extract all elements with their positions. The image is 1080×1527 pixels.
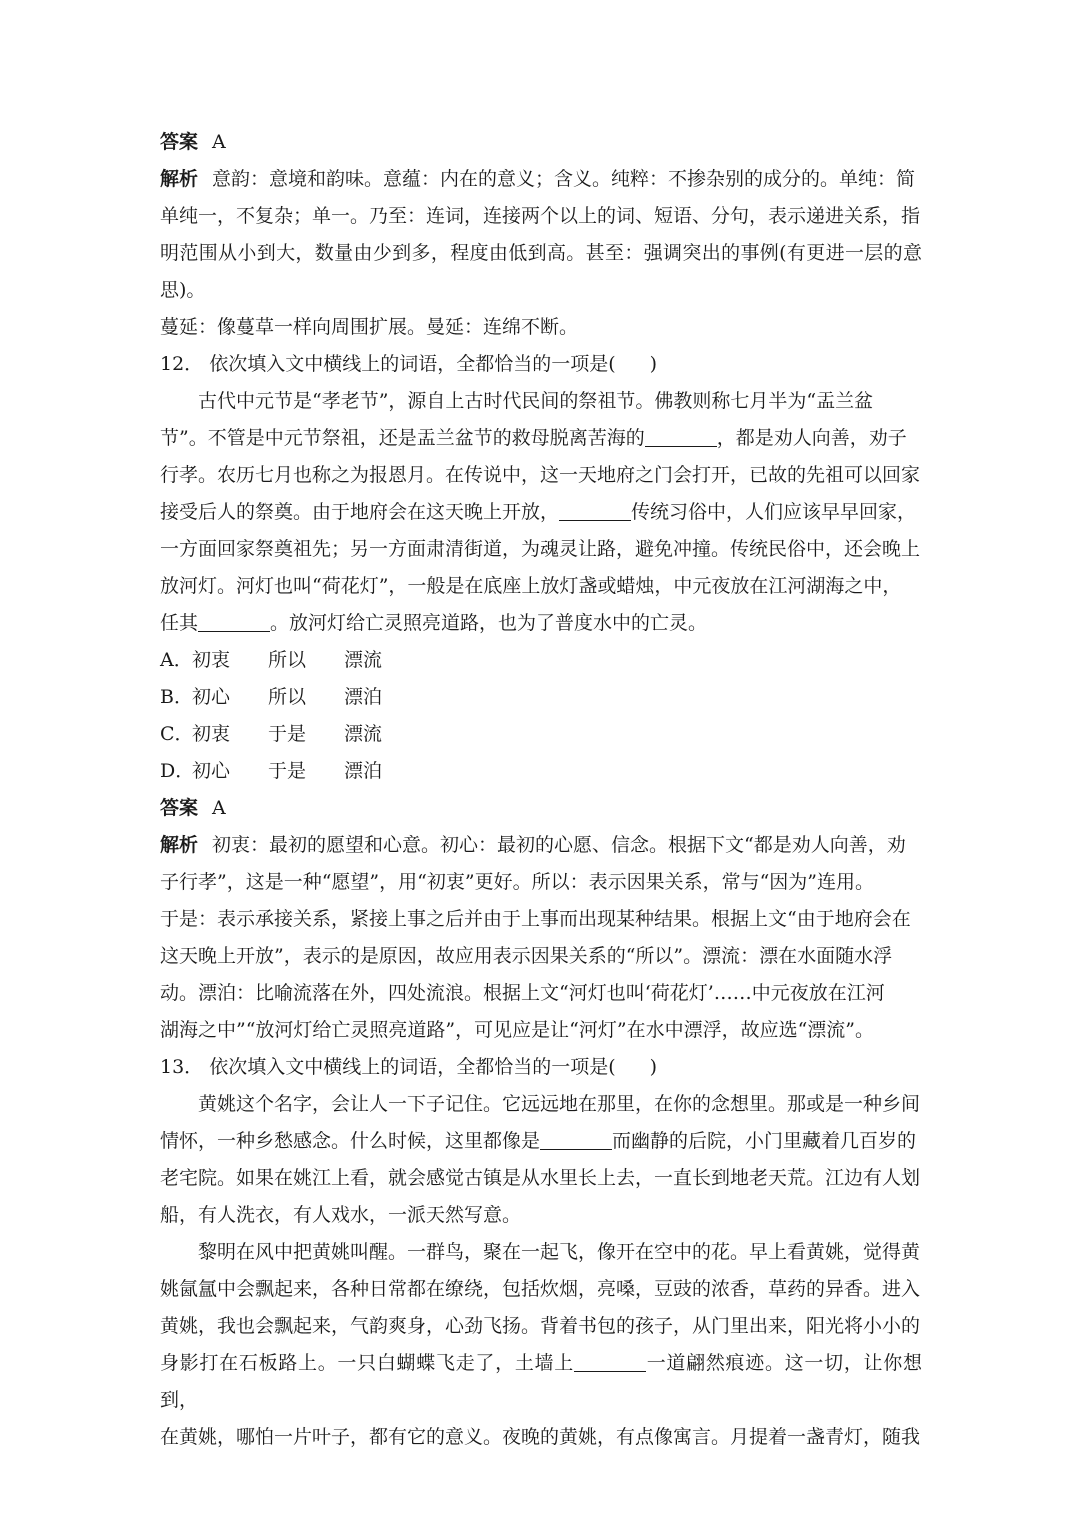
- passage-line: 姚氤氲中会飘起来，各种日常都在缭绕，包括炊烟，亮嗓，豆豉的浓香，草药的异香。进入: [160, 1278, 921, 1300]
- answer-label: 答案: [160, 131, 199, 153]
- fill-blank-2: [574, 1351, 646, 1372]
- passage-line: 身影打在石板路上。一只白蝴蝶飞走了，土墙上 一道翩然痕迹。这一切，让你想到，: [160, 1352, 922, 1411]
- analysis-line: 这天晚上开放”，表示的是原因，故应用表示因果关系的“所以”。漂流：漂在水面随水浮: [160, 945, 893, 967]
- option-c[interactable]: C． 初衷 于是 漂流: [160, 723, 383, 745]
- passage-line: 黄姚这个名字，会让人一下子记住。它远远地在那里，在你的念想里。那或是一种乡间: [198, 1093, 921, 1115]
- fill-blank-3: [198, 611, 270, 632]
- passage-line: 情怀，一种乡愁感念。什么时候，这里都像是 而幽静的后院，小门里藏着几百岁的: [160, 1130, 917, 1152]
- question-12-passage: [160, 383, 922, 642]
- passage-line: 黎明在风中把黄姚叫醒。一群鸟，聚在一起飞，像开在空中的花。早上看黄姚，觉得黄: [198, 1241, 921, 1263]
- passage-line: 在黄姚，哪怕一片叶子，都有它的意义。夜晚的黄姚，有点像寓言。月提着一盏青灯，随我: [160, 1426, 921, 1448]
- analysis-line: 湖海之中”“放河灯给亡灵照亮道路”，可见应是让“河灯”在水中漂浮，故应选“漂流”。: [160, 1019, 874, 1041]
- answer-1: [160, 124, 922, 161]
- analysis-line: 单纯一，不复杂；单一。乃至：连词，连接两个以上的词、短语、分句，表示递进关系，指: [160, 205, 921, 227]
- document-page: [160, 124, 922, 1456]
- passage-line: 节”。不管是中元节祭祖，还是盂兰盆节的救母脱离苦海的 ，都是劝人向善，劝子: [160, 427, 907, 449]
- fill-blank-1: [540, 1129, 612, 1150]
- passage-line: 放河灯。河灯也叫“荷花灯”，一般是在底座上放灯盏或蜡烛，中元夜放在江河湖海之中，: [160, 575, 902, 597]
- question-13-paragraph-1: [160, 1086, 922, 1234]
- question-12-stem: 12． 依次填入文中横线上的词语，全都恰当的一项是( ): [160, 353, 658, 375]
- answer-value: A: [212, 797, 226, 819]
- analysis-line: 于是：表示承接关系，紧接上事之后并由于上事而出现某种结果。根据上文“由于地府会在: [160, 908, 911, 930]
- analysis-label: 解析: [160, 168, 199, 190]
- option-b[interactable]: B． 初心 所以 漂泊: [160, 686, 383, 708]
- fill-blank-1: [645, 426, 717, 447]
- option-a[interactable]: A． 初衷 所以 漂流: [160, 649, 383, 671]
- analysis-line: 解析 初衷：最初的愿望和心意。初心：最初的心愿、信念。根据下文“都是劝人向善，劝: [160, 834, 906, 856]
- answer-2: [160, 790, 922, 827]
- question-13-stem: 13． 依次填入文中横线上的词语，全都恰当的一项是( ): [160, 1056, 658, 1078]
- passage-line: 接受后人的祭奠。由于地府会在这天晚上开放， 传统习俗中，人们应该早早回家，: [160, 501, 917, 523]
- analysis-line: 明范围从小到大，数量由少到多，程度由低到高。甚至：强调突出的事例(有更进一层的意思)。: [160, 242, 922, 301]
- analysis-label: 解析: [160, 834, 199, 856]
- analysis-line: 动。漂泊：比喻流落在外，四处流浪。根据上文“河灯也叫‘荷花灯’……中元夜放在江河: [160, 982, 885, 1004]
- analysis-line: 解析 意韵：意境和韵味。意蕴：内在的意义；含义。纯粹：不掺杂别的成分的。单纯：简: [160, 168, 916, 190]
- passage-line: 黄姚，我也会飘起来，气韵爽身，心劲飞扬。背着书包的孩子，从门里出来，阳光将小小的: [160, 1315, 921, 1337]
- analysis-1: [160, 161, 922, 346]
- passage-line: 行孝。农历七月也称之为报恩月。在传说中，这一天地府之门会打开，已故的先祖可以回家: [160, 464, 921, 486]
- passage-line: 一方面回家祭奠祖先；另一方面肃清街道，为魂灵让路，避免冲撞。传统民俗中，还会晚上: [160, 538, 921, 560]
- answer-label: 答案: [160, 797, 199, 819]
- passage-line: 老宅院。如果在姚江上看，就会感觉古镇是从水里长上去，一直长到地老天荒。江边有人划: [160, 1167, 921, 1189]
- fill-blank-2: [559, 500, 631, 521]
- analysis-line: 蔓延：像蔓草一样向周围扩展。曼延：连绵不断。: [160, 316, 579, 338]
- analysis-line: 子行孝”，这是一种“愿望”，用“初衷”更好。所以：表示因果关系，常与“因为”连用。: [160, 871, 874, 893]
- question-number: 12．: [160, 353, 204, 375]
- answer-value: A: [212, 131, 226, 153]
- passage-line: 船，有人洗衣，有人戏水，一派天然写意。: [160, 1204, 522, 1226]
- question-12-options: [160, 642, 922, 790]
- question-number: 13．: [160, 1056, 204, 1078]
- question-13-paragraph-2: [160, 1234, 922, 1456]
- option-d[interactable]: D． 初心 于是 漂泊: [160, 760, 383, 782]
- analysis-2: [160, 827, 922, 1049]
- passage-line: 古代中元节是“孝老节”，源自上古时代民间的祭祖节。佛教则称七月半为“盂兰盆: [198, 390, 874, 412]
- passage-line: 任其 。放河灯给亡灵照亮道路，也为了普度水中的亡灵。: [160, 612, 708, 634]
